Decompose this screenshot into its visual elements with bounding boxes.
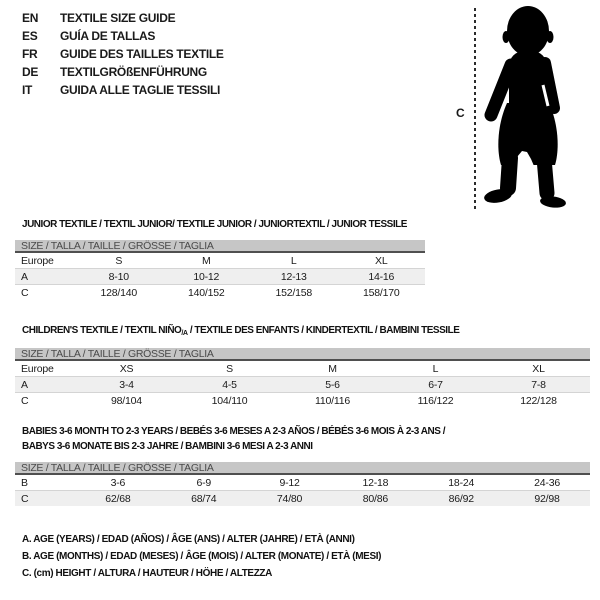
table-cell: 10-12: [193, 270, 220, 283]
language-list: [22, 9, 224, 99]
language-title: TEXTILE SIZE GUIDE: [60, 11, 176, 25]
table-cell: S: [115, 254, 123, 267]
title-line: BABIES 3-6 MONTH TO 2-3 YEARS / BEBÉS 3-6 MESES A 2-3 AÑOS / BÉBÉS 3-6 MOIS À 2-3 ANS /: [22, 425, 446, 437]
section-title-children: [22, 323, 459, 340]
language-row: [22, 63, 224, 81]
table-cell: 140/152: [187, 286, 225, 299]
table-row: [15, 475, 590, 491]
table-cell: XS: [119, 362, 134, 375]
section-title-junior: JUNIOR TEXTILE / TEXTIL JUNIOR/ TEXTILE JUNIOR / JUNIORTEXTIL / JUNIOR TESSILE: [22, 218, 407, 230]
children-size-table: [15, 348, 590, 408]
table-cell: 110/116: [315, 394, 350, 407]
row-label: A: [21, 378, 28, 391]
table-cell: 122/128: [520, 394, 557, 407]
row-label: C: [21, 492, 29, 505]
language-code: FR: [22, 47, 38, 61]
table-cell: 6-9: [196, 476, 212, 489]
table-cell: 92/98: [534, 492, 560, 505]
table-cell: 18-24: [448, 476, 475, 489]
legend-line-c: C. (cm) HEIGHT / ALTURA / HAUTEUR / HÖHE / ALTEZZA: [22, 567, 272, 579]
babies-size-table: [15, 462, 590, 506]
table-cell: 86/92: [448, 492, 474, 505]
table-cell: 152/158: [275, 286, 313, 299]
table-cell: 80/86: [362, 492, 389, 505]
language-title: GUÍA DE TALLAS: [60, 29, 156, 43]
table-row: [15, 377, 590, 393]
table-cell: 12-13: [280, 270, 307, 283]
table-cell: 14-16: [368, 270, 395, 283]
table-cell: 98/104: [111, 394, 142, 407]
table-cell: 104/110: [211, 394, 248, 407]
table-cell: 9-12: [279, 476, 300, 489]
section-title-babies: [22, 424, 445, 454]
legend-line-a: A. AGE (YEARS) / EDAD (AÑOS) / ÂGE (ANS) / ALTER (JAHRE) / ETÀ (ANNI): [22, 533, 355, 545]
height-measure-label: C: [456, 106, 465, 120]
table-cell: 116/122: [417, 394, 454, 407]
row-label: C: [21, 394, 29, 407]
legend-line-b: B. AGE (MONTHS) / EDAD (MESES) / ÂGE (MOIS) / ALTER (MONATE) / ETÀ (MESI): [22, 550, 382, 562]
size-header-bar: SIZE / TALLA / TAILLE / GRÖSSE / TAGLIA: [15, 240, 425, 253]
table-row: [15, 361, 590, 377]
row-label: A: [21, 270, 28, 283]
table-cell: 128/140: [100, 286, 138, 299]
table-cell: 62/68: [105, 492, 131, 505]
size-header-bar: SIZE / TALLA / TAILLE / GRÖSSE / TAGLIA: [15, 462, 590, 475]
table-cell: 74/80: [276, 492, 303, 505]
table-cell: 5-6: [325, 378, 340, 391]
language-title: GUIDA ALLE TAGLIE TESSILI: [60, 83, 221, 97]
row-label: C: [21, 286, 29, 299]
table-cell: XL: [532, 362, 545, 375]
table-cell: XL: [375, 254, 388, 267]
junior-size-table: [15, 240, 425, 300]
table-cell: L: [432, 362, 439, 375]
table-row: [15, 491, 590, 506]
table-cell: 8-10: [108, 270, 129, 283]
title-line: BABYS 3-6 MONATE BIS 2-3 JAHRE / BAMBINI 3-6 MESI A 2-3 ANNI: [22, 440, 313, 452]
title-subscript: /A: [181, 328, 188, 337]
size-header-bar: SIZE / TALLA / TAILLE / GRÖSSE / TAGLIA: [15, 348, 590, 361]
table-cell: 24-36: [534, 476, 560, 489]
table-cell: 7-8: [531, 378, 546, 391]
table-row: [15, 253, 425, 269]
table-cell: M: [328, 362, 337, 375]
language-code: IT: [22, 83, 33, 97]
language-code: EN: [22, 11, 39, 25]
language-title: TEXTILGRÖßENFÜHRUNG: [60, 65, 207, 79]
table-cell: S: [226, 362, 233, 375]
table-row: [15, 285, 425, 300]
table-cell: 158/170: [362, 286, 400, 299]
table-cell: 4-5: [222, 378, 237, 391]
row-label: B: [21, 476, 28, 489]
language-row: [22, 45, 224, 63]
language-code: ES: [22, 29, 38, 43]
toddler-silhouette-icon: [483, 3, 578, 213]
title-text: CHILDREN'S TEXTILE / TEXTIL NIÑO: [22, 324, 182, 336]
table-row: [15, 393, 590, 408]
measurement-legend: [22, 531, 400, 582]
row-label: Europe: [21, 254, 54, 267]
table-cell: L: [290, 254, 297, 267]
table-cell: 6-7: [428, 378, 443, 391]
language-row: [22, 81, 224, 99]
table-cell: 68/74: [191, 492, 217, 505]
height-measure-dashed-line: [474, 8, 476, 210]
language-row: [22, 27, 224, 45]
table-cell: 3-4: [119, 378, 134, 391]
title-text: / TEXTILE DES ENFANTS / KINDERTEXTIL / BAMBINI TESSILE: [187, 324, 460, 336]
row-label: Europe: [21, 362, 54, 375]
table-cell: 12-18: [362, 476, 389, 489]
table-cell: 3-6: [110, 476, 126, 489]
language-row: [22, 9, 224, 27]
language-title: GUIDE DES TAILLES TEXTILE: [60, 47, 224, 61]
language-code: DE: [22, 65, 39, 79]
table-row: [15, 269, 425, 285]
table-cell: M: [201, 254, 211, 267]
